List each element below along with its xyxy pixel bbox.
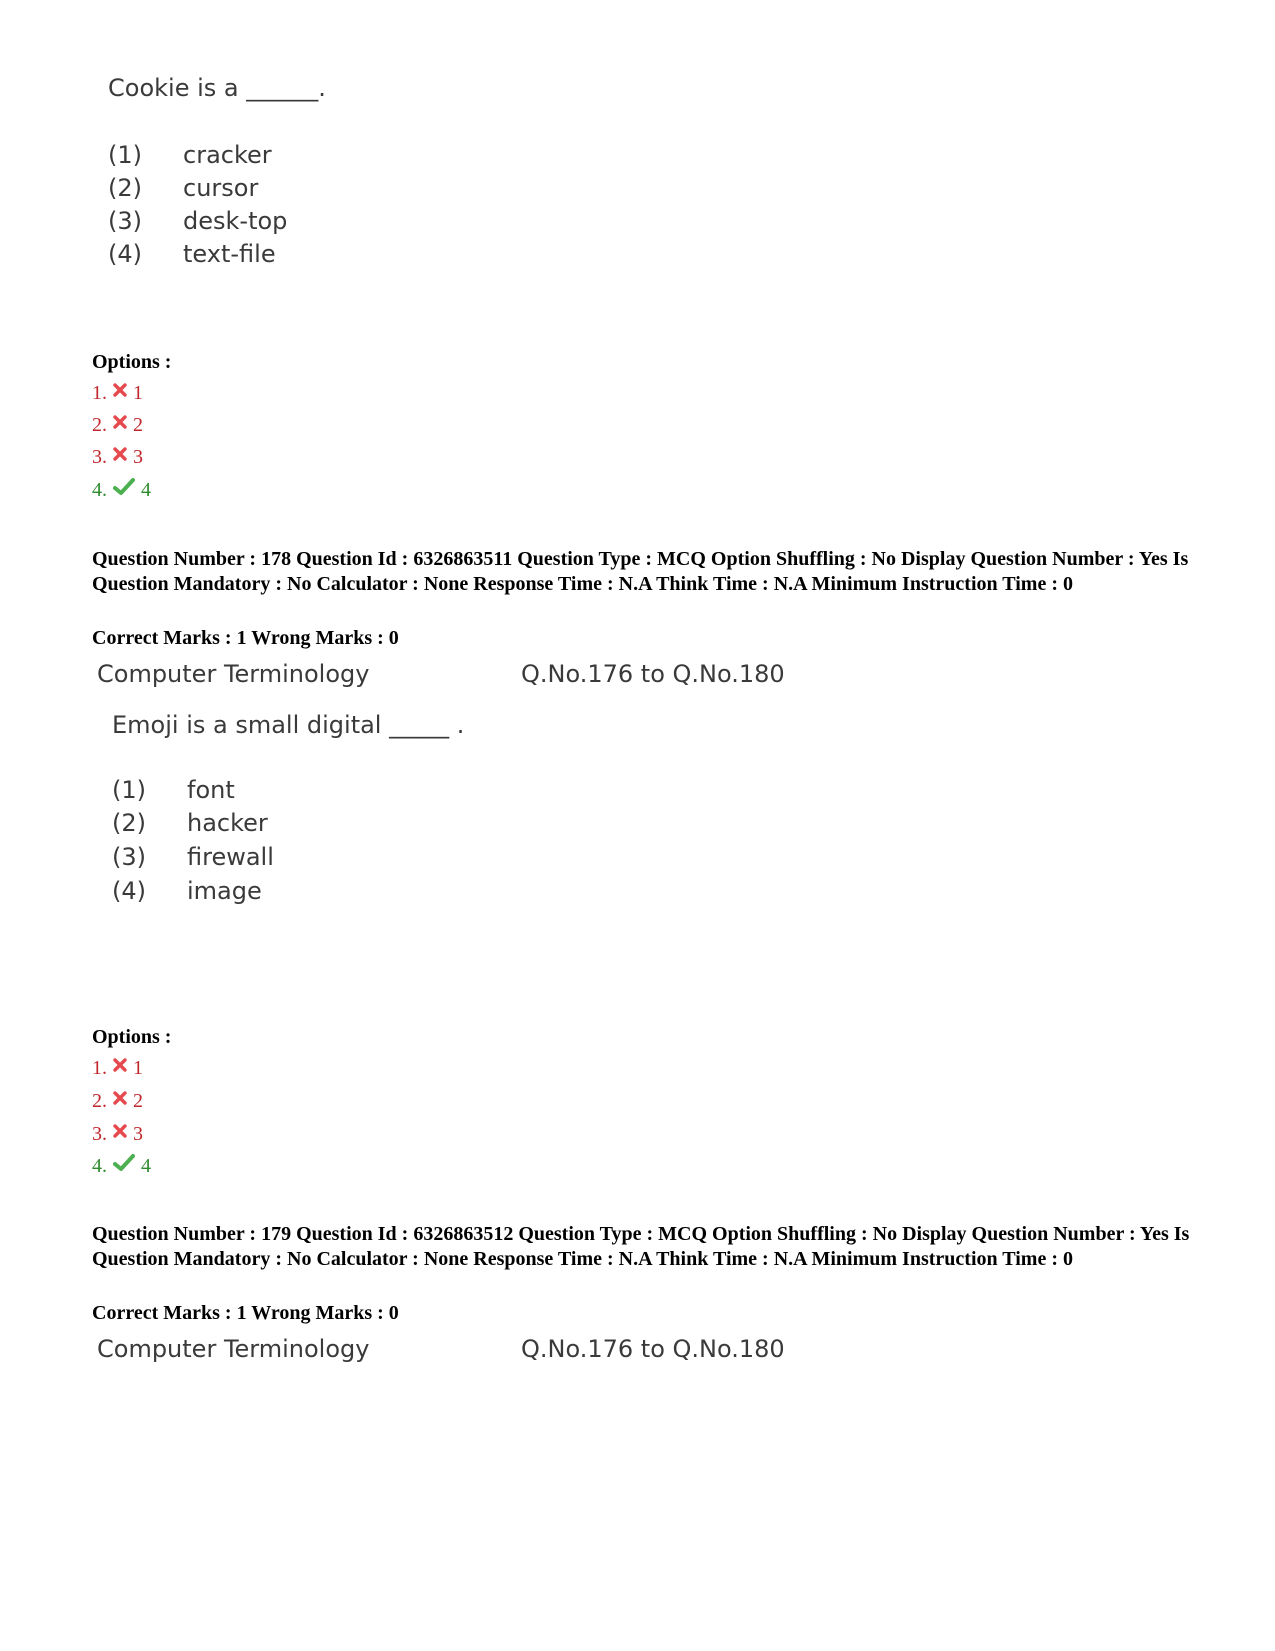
marks-info: Correct Marks : 1 Wrong Marks : 0 xyxy=(92,1302,399,1324)
choice-number: (2) xyxy=(108,174,142,202)
answer-prefix: 4. xyxy=(92,479,107,501)
choice-text: hacker xyxy=(187,809,268,837)
question-range: Q.No.176 to Q.No.180 xyxy=(521,1335,785,1363)
answer-prefix: 2. xyxy=(92,414,107,436)
answer-prefix: 1. xyxy=(92,382,107,404)
answer-option xyxy=(92,479,151,502)
answer-prefix: 4. xyxy=(92,1155,107,1177)
choice-number: (4) xyxy=(108,240,142,268)
answer-option xyxy=(92,1123,143,1146)
question-text: Cookie is a ______. xyxy=(108,74,326,102)
cross-icon xyxy=(113,447,127,461)
choice-text: text-file xyxy=(183,240,276,268)
options-label: Options : xyxy=(92,1026,172,1048)
choice-number: (1) xyxy=(112,776,146,804)
choice-text: cursor xyxy=(183,174,259,202)
answer-value: 2 xyxy=(133,414,143,436)
section-title: Computer Terminology xyxy=(97,1335,370,1363)
choice-number: (4) xyxy=(112,877,146,905)
options-label: Options : xyxy=(92,351,172,373)
choice-text: font xyxy=(187,776,235,804)
answer-option xyxy=(92,414,143,437)
answer-option xyxy=(92,446,143,469)
check-icon xyxy=(113,1154,135,1172)
answer-value: 4 xyxy=(141,1155,151,1177)
question-text: Emoji is a small digital _____ . xyxy=(112,711,465,739)
answer-option xyxy=(92,1057,143,1080)
answer-value: 3 xyxy=(133,446,143,468)
choice-text: firewall xyxy=(187,843,274,871)
answer-option xyxy=(92,1090,143,1113)
answer-value: 3 xyxy=(133,1123,143,1145)
answer-value: 1 xyxy=(133,1057,143,1079)
choice-number: (3) xyxy=(112,843,146,871)
answer-value: 1 xyxy=(133,382,143,404)
answer-prefix: 2. xyxy=(92,1090,107,1112)
answer-prefix: 1. xyxy=(92,1057,107,1079)
answer-option xyxy=(92,1155,151,1178)
answer-prefix: 3. xyxy=(92,446,107,468)
answer-value: 2 xyxy=(133,1090,143,1112)
choice-text: cracker xyxy=(183,141,272,169)
answer-option xyxy=(92,382,143,405)
cross-icon xyxy=(113,1058,127,1072)
cross-icon xyxy=(113,383,127,397)
choice-text: desk-top xyxy=(183,207,288,235)
choice-number: (1) xyxy=(108,141,142,169)
question-range: Q.No.176 to Q.No.180 xyxy=(521,660,785,688)
answer-value: 4 xyxy=(141,479,151,501)
question-meta: Question Number : 179 Question Id : 6326863512 Question Type : MCQ Option Shuffling : No Display Question Number : Yes Is Question Mandatory : No Calculator : None Response Time : N.A Think Time : N.A Minimum Instruction Time : 0 xyxy=(92,1223,1190,1270)
choice-number: (2) xyxy=(112,809,146,837)
choice-text: image xyxy=(187,877,262,905)
cross-icon xyxy=(113,1091,127,1105)
cross-icon xyxy=(113,415,127,429)
choice-number: (3) xyxy=(108,207,142,235)
marks-info: Correct Marks : 1 Wrong Marks : 0 xyxy=(92,627,399,649)
section-title: Computer Terminology xyxy=(97,660,370,688)
answer-prefix: 3. xyxy=(92,1123,107,1145)
question-meta: Question Number : 178 Question Id : 6326863511 Question Type : MCQ Option Shuffling : No Display Question Number : Yes Is Question Mandatory : No Calculator : None Response Time : N.A Think Time : N.A Minimum Instruction Time : 0 xyxy=(92,548,1189,595)
cross-icon xyxy=(113,1124,127,1138)
check-icon xyxy=(113,478,135,496)
